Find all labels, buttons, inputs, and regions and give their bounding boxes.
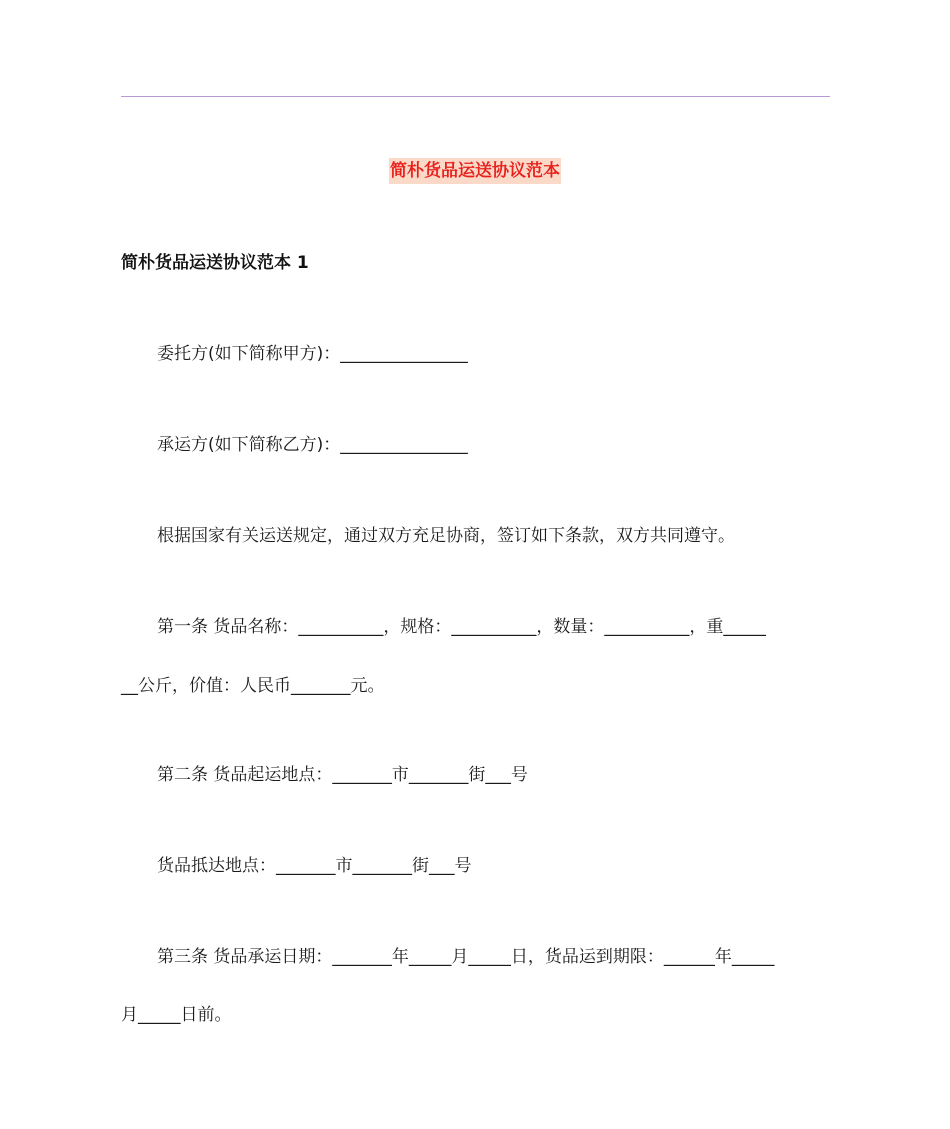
article-2-origin: 第二条 货品起运地点：_______市_______街___号 <box>157 765 528 785</box>
article-3-line-1: 第三条 货品承运日期：_______年_____月_____日，货品运到期限：______年_____ <box>157 947 775 967</box>
document-title: 简朴货品运送协议范本 <box>389 158 561 184</box>
article-3-line-2: 月_____日前。 <box>121 1005 232 1025</box>
section-heading: 简朴货品运送协议范本 1 <box>121 253 309 273</box>
paragraph-preamble: 根据国家有关运送规定，通过双方充足协商，签订如下条款，双方共同遵守。 <box>157 526 735 546</box>
article-1-line-1: 第一条 货品名称：__________，规格：__________，数量：__________，重_____ <box>157 617 766 637</box>
article-2-destination: 货品抵达地点：_______市_______街___号 <box>157 856 472 876</box>
paragraph-carrier: 承运方(如下简称乙方)：_______________ <box>157 435 468 455</box>
document-title-container <box>0 158 950 184</box>
header-rule <box>121 96 830 97</box>
article-1-line-2: __公斤，价值：人民币_______元。 <box>121 676 385 696</box>
paragraph-consignor: 委托方(如下简称甲方)：_______________ <box>157 344 468 364</box>
